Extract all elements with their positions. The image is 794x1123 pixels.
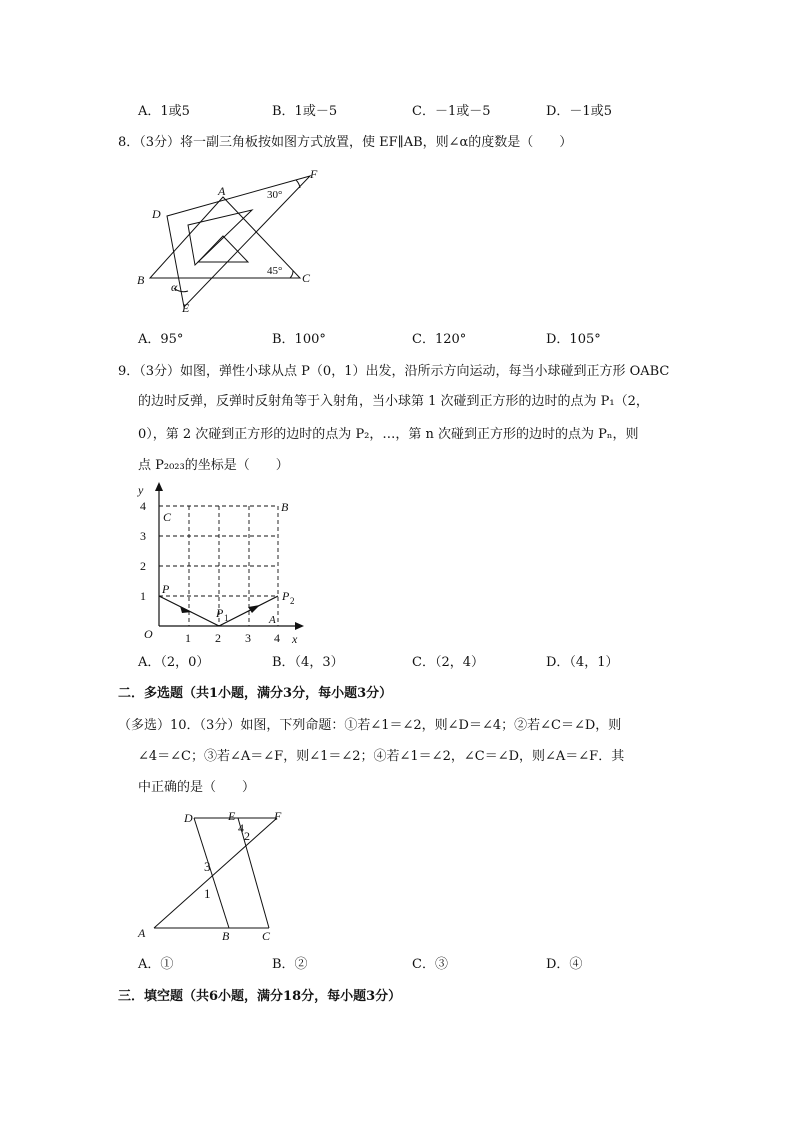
q10-option-c: C．③ — [412, 957, 448, 972]
q8-option-d: D．105° — [546, 332, 601, 347]
section-2-heading: 二．多选题（共1小题，满分3分，每小题3分） — [118, 686, 393, 701]
q8-figure — [130, 160, 330, 320]
q9-figure — [130, 480, 310, 645]
q8-label-a: A — [218, 184, 226, 198]
q10-label-b: B — [222, 929, 230, 943]
q9-label-p1: P — [216, 606, 224, 620]
q9-label-o: O — [144, 627, 153, 641]
q9-option-c: C．（2，4） — [412, 655, 484, 670]
q9-label-p: P — [162, 582, 170, 596]
q9-ytick-2: 2 — [140, 559, 146, 573]
q9-label-y: y — [138, 483, 144, 497]
q9-label-p1-sub: 1 — [224, 613, 229, 623]
q10-line-af — [154, 818, 277, 928]
q7-option-d: D．－1或5 — [546, 104, 612, 119]
q10-label-a: A — [138, 926, 146, 940]
q8-option-c: C．120° — [412, 332, 467, 347]
q8-label-b: B — [137, 273, 145, 287]
q9-xtick-1: 1 — [185, 631, 191, 645]
q9-xtick-3: 3 — [245, 631, 251, 645]
q8-label-30deg: 30° — [267, 189, 283, 201]
q10-angle-3: 3 — [204, 859, 211, 874]
q8-label-alpha: α — [171, 280, 178, 294]
q9-option-d: D．（4，1） — [546, 655, 619, 670]
q10-stem-line-1: （多选）10．（3分）如图，下列命题：①若∠1＝∠2，则∠D＝∠4；②若∠C＝∠D，则 — [118, 718, 622, 733]
q9-ytick-3: 3 — [140, 529, 146, 543]
q10-stem-line-3: 中正确的是（ ） — [138, 780, 256, 795]
q10-angle-1: 1 — [204, 886, 211, 901]
q9-option-a: A．（2，0） — [138, 655, 210, 670]
q9-option-b: B．（4，3） — [272, 655, 344, 670]
q10-angle-2: 2 — [244, 829, 250, 843]
q9-label-x: x — [292, 632, 298, 645]
q9-label-p2: P — [282, 589, 290, 603]
q9-ytick-1: 1 — [140, 589, 146, 603]
q8-label-e: E — [182, 301, 190, 315]
q8-label-45deg: 45° — [267, 265, 283, 277]
q8-label-f: F — [310, 167, 318, 181]
q10-label-d: D — [184, 811, 193, 825]
q9-stem-line-1: 9．（3分）如图，弹性小球从点 P（0，1）出发，沿所示方向运动，每当小球碰到正方形 OABC — [118, 364, 670, 379]
q7-option-c: C．－1或－5 — [412, 104, 491, 119]
q8-label-c: C — [302, 271, 311, 285]
q10-label-e: E — [228, 809, 236, 823]
q8-option-b: B．100° — [272, 332, 326, 347]
q9-label-p2-sub: 2 — [290, 596, 295, 606]
q8-triangle-30 — [167, 176, 310, 307]
q9-stem-line-4: 点 P₂₀₂₃的坐标是（ ） — [138, 458, 289, 473]
q8-label-d: D — [152, 207, 161, 221]
section-3-heading: 三．填空题（共6小题，满分18分，每小题3分） — [118, 989, 402, 1004]
q9-stem-line-3: 0），第 2 次碰到正方形的边时的点为 P₂，…，第 n 次碰到正方形的边时的点为 Pₙ，则 — [138, 427, 639, 442]
q9-xtick-2: 2 — [215, 631, 221, 645]
q10-angle-4: 4 — [238, 821, 244, 835]
q10-option-d: D．④ — [546, 957, 583, 972]
q10-label-c: C — [262, 929, 271, 943]
q7-option-a: A．1或5 — [138, 104, 190, 119]
q9-xtick-4: 4 — [274, 631, 280, 645]
q9-label-b: B — [281, 500, 289, 514]
q9-stem-line-2: 的边时反弹，反弹时反射角等于入射角，当小球第 1 次碰到正方形的边时的点为 P₁（2， — [138, 394, 649, 409]
q8-stem: 8．（3分）将一副三角板按如图方式放置，使 EF∥AB，则∠α的度数是（ ） — [118, 135, 573, 150]
q7-option-b: B．1或－5 — [272, 104, 338, 119]
q9-ytick-4: 4 — [140, 499, 146, 513]
q9-label-a: A — [269, 614, 276, 626]
q8-option-a: A．95° — [138, 332, 184, 347]
q10-option-b: B．② — [272, 957, 308, 972]
q10-line-db — [194, 818, 229, 928]
q10-option-a: A．① — [138, 957, 174, 972]
q9-label-c: C — [163, 510, 172, 524]
q10-label-f: F — [274, 809, 282, 823]
q10-stem-line-2: ∠4＝∠C；③若∠A＝∠F，则∠1＝∠2；④若∠1＝∠2，∠C＝∠D，则∠A＝∠F．其 — [138, 749, 625, 764]
q10-figure — [134, 806, 294, 946]
